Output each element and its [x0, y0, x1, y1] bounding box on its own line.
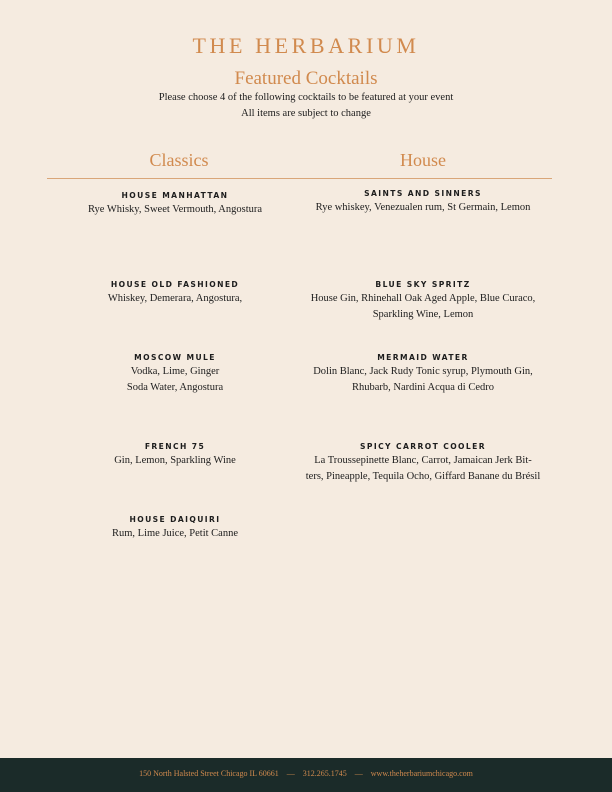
cocktail-house-manhattan — [70, 190, 280, 218]
cocktail-name: FRENCH 75 — [144, 442, 206, 451]
cocktail-ingredients: Rum, Lime Juice, Petit Canne — [112, 528, 238, 539]
menu-title: Featured Cocktails — [234, 68, 378, 89]
cocktail-ingredients: Whiskey, Demerara, Angostura, — [107, 293, 243, 304]
cocktail-ingredients: House Gin, Rhinehall Oak Aged Apple, Blue Curaco, — [310, 293, 536, 304]
footer-address: 150 North Halsted Street Chicago IL 60661 — [139, 769, 279, 778]
cocktail-saints-and-sinners — [292, 188, 554, 216]
cocktail-name: MOSCOW MULE — [134, 353, 216, 362]
cocktail-french-75 — [70, 441, 280, 469]
cocktail-name: SAINTS AND SINNERS — [364, 189, 482, 198]
cocktail-ingredients: Dolin Blanc, Jack Rudy Tonic syrup, Plymouth Gin, — [313, 366, 533, 377]
footer-separator: — — [354, 769, 363, 778]
cocktail-name: MERMAID WATER — [377, 353, 469, 362]
cocktail-name: HOUSE OLD FASHIONED — [110, 280, 240, 289]
cocktail-ingredients: Rhubarb, Nardini Acqua di Cedro — [351, 382, 494, 393]
cocktail-ingredients: La Troussepinette Blanc, Carrot, Jamaican Jerk Bit- — [314, 455, 532, 466]
instruction-text: Please choose 4 of the following cocktails to be featured at your event — [158, 92, 454, 103]
cocktail-ingredients: Soda Water, Angostura — [126, 382, 224, 393]
brand-title: THE HERBARIUM — [192, 33, 420, 58]
footer-website[interactable]: www.theherbariumchicago.com — [370, 769, 473, 778]
cocktail-ingredients: Sparkling Wine, Lemon — [372, 309, 474, 320]
classics-heading: Classics — [149, 150, 209, 170]
cocktail-ingredients: Vodka, Lime, Ginger — [130, 366, 220, 377]
cocktail-house-old-fashioned — [70, 279, 280, 307]
cocktail-spicy-carrot-cooler — [292, 441, 554, 485]
house-heading: House — [400, 150, 446, 170]
cocktail-name: HOUSE DAIQUIRI — [129, 515, 221, 524]
cocktail-name: SPICY CARROT COOLER — [360, 442, 486, 451]
cocktail-blue-sky-spritz — [292, 279, 554, 323]
cocktail-ingredients: Rye Whisky, Sweet Vermouth, Angostura — [87, 204, 263, 215]
disclaimer-text: All items are subject to change — [241, 108, 371, 119]
footer-phone: 312.265.1745 — [302, 769, 347, 778]
cocktail-moscow-mule — [70, 352, 280, 396]
footer-contact — [0, 769, 612, 778]
cocktail-ingredients: Gin, Lemon, Sparkling Wine — [114, 455, 236, 466]
header-divider — [47, 178, 552, 179]
cocktail-name: HOUSE MANHATTAN — [121, 191, 229, 200]
cocktail-house-daiquiri — [70, 514, 280, 542]
footer-separator: — — [286, 769, 295, 778]
cocktail-ingredients: Rye whiskey, Venezualen rum, St Germain, Lemon — [315, 202, 531, 213]
cocktail-name: BLUE SKY SPRITZ — [375, 280, 471, 289]
footer-bar — [0, 758, 612, 792]
cocktail-mermaid-water — [292, 352, 554, 396]
cocktail-ingredients: ters, Pineapple, Tequila Ocho, Giffard Banane du Brésil — [305, 471, 541, 482]
